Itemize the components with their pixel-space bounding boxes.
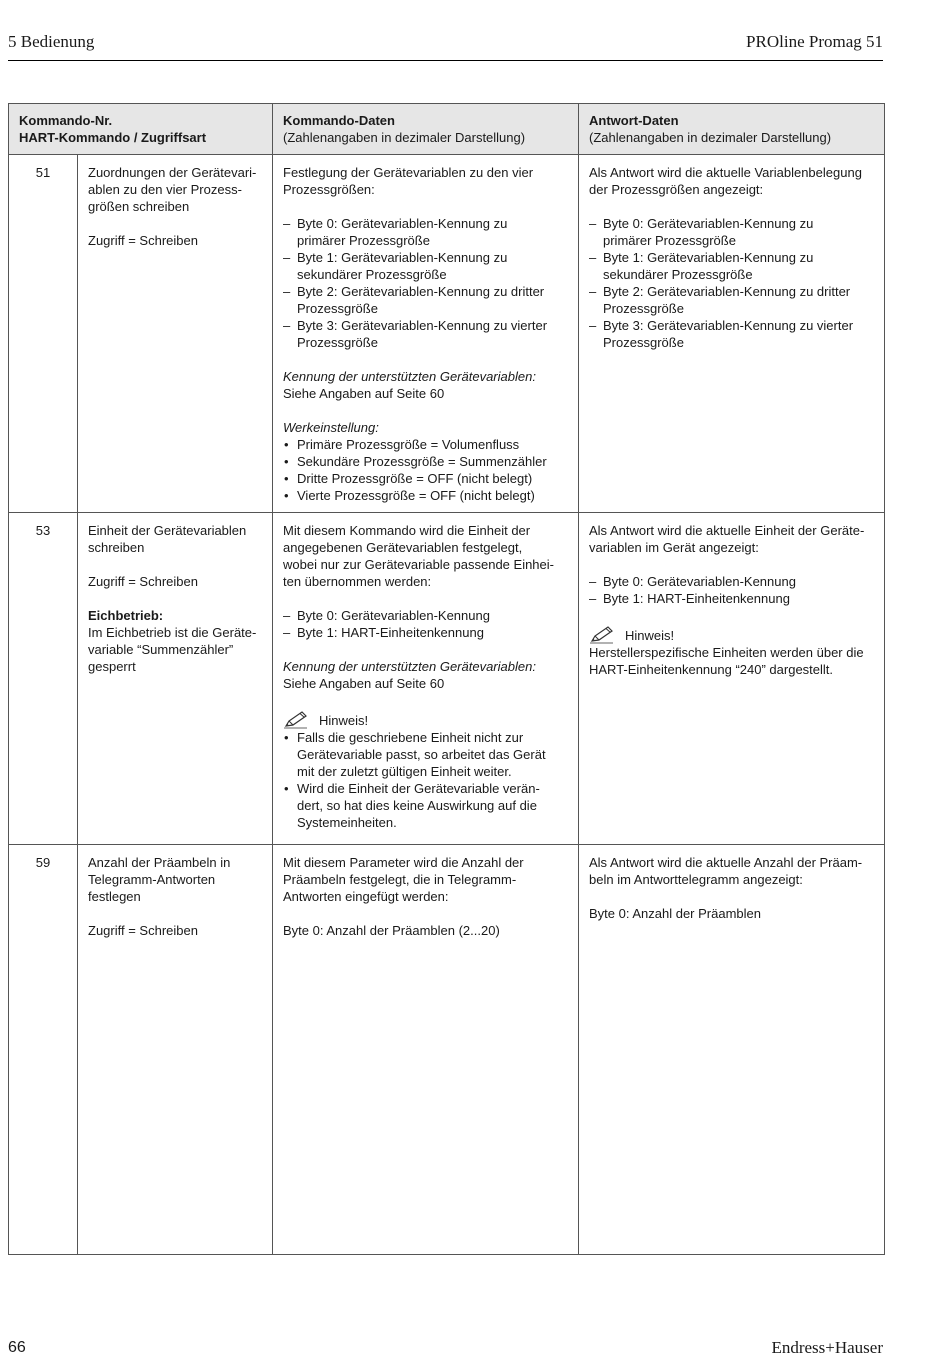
text-line: gesperrt [88,659,136,674]
table-row [9,155,885,513]
text-line: festlegen [88,889,141,904]
list-item: • Dritte Prozessgröße = OFF (nicht belegt) [283,470,568,487]
header-response-data [579,104,885,155]
text-line: Als Antwort wird die aktuelle Einheit der Geräte- [589,523,865,538]
text-line: ten übernommen werden: [283,574,432,589]
text-line: Byte 0: Anzahl der Präamblen [589,906,761,921]
access-mode: Zugriff = Schreiben [88,923,198,938]
hint-heading [283,711,568,729]
header-line: HART-Kommando / Zugriffsart [19,130,207,145]
list-item: • Falls die geschriebene Einheit nicht zur Gerätevariable passt, so arbeitet das Gerät mit der zuletzt gültigen Einheit weiter. [283,729,568,780]
header-rule [8,60,883,61]
text-line: variable “Summenzähler” [88,642,234,657]
command-number: 51 [9,155,78,513]
ident-label: Kennung der unterstützten Gerätevariablen: [283,369,536,384]
access-mode: Zugriff = Schreiben [88,574,198,589]
brand-logo: Endress+Hauser [771,1338,883,1357]
hint-label: Hinweis! [625,628,675,643]
section-title: 5 Bedienung [8,32,95,51]
header-line: Kommando-Daten [283,113,395,128]
list-item: – Byte 0: Gerätevariablen-Kennung zu primärer Prozessgröße [283,215,568,249]
header-line: (Zahlenangaben in dezimaler Darstellung) [589,130,832,145]
text-line: angegebenen Gerätevariablen festgelegt, [283,540,523,555]
factory-setting-label: Werkeinstellung: [283,420,379,435]
response-data [579,845,885,1255]
ident-label: Kennung der unterstützten Gerätevariablen: [283,659,536,674]
command-data [273,845,579,1255]
hart-command-table [8,103,885,1255]
list-item: • Wird die Einheit der Gerätevariable verän- dert, so hat dies keine Auswirkung auf die Systemeinheiten. [283,780,568,831]
text-line: Festlegung der Gerätevariablen zu den vier [283,165,534,180]
text-line: größen schreiben [88,199,190,214]
command-number: 59 [9,845,78,1255]
command-description [78,845,273,1255]
list-item: – Byte 0: Gerätevariablen-Kennung [283,607,568,624]
text-line: Als Antwort wird die aktuelle Anzahl der Präam- [589,855,863,870]
text-line: Byte 0: Anzahl der Präamblen (2...20) [283,923,500,938]
text-line: Mit diesem Kommando wird die Einheit der [283,523,531,538]
text-line: schreiben [88,540,145,555]
hint-label: Hinweis! [319,713,369,728]
text-line: Telegramm-Antworten [88,872,216,887]
text-line: der Prozessgrößen angezeigt: [589,182,764,197]
list-item: – Byte 2: Gerätevariablen-Kennung zu dritter Prozessgröße [283,283,568,317]
text-line: Im Eichbetrieb ist die Geräte- [88,625,257,640]
text-line: Als Antwort wird die aktuelle Variablenbelegung [589,165,862,180]
header-command-number [9,104,273,155]
ident-reference: Siehe Angaben auf Seite 60 [283,676,445,691]
text-line: beln im Antworttelegramm angezeigt: [589,872,803,887]
text-line: variablen im Gerät angezeigt: [589,540,759,555]
note-title: Eichbetrieb: [88,608,164,623]
text-line: Herstellerspezifische Einheiten werden über die [589,645,864,660]
response-data [579,513,885,845]
list-item: – Byte 3: Gerätevariablen-Kennung zu vierter Prozessgröße [589,317,874,351]
text-line: Prozessgrößen: [283,182,375,197]
pencil-note-icon [283,711,309,729]
text-line: Antworten eingefügt werden: [283,889,449,904]
table-row [9,513,885,845]
text-line: Zuordnungen der Gerätevari- [88,165,257,180]
command-description [78,155,273,513]
ident-reference: Siehe Angaben auf Seite 60 [283,386,445,401]
text-line: Anzahl der Präambeln in [88,855,231,870]
list-item: • Primäre Prozessgröße = Volumenfluss [283,436,568,453]
hint-heading [589,626,874,644]
header-line: (Zahlenangaben in dezimaler Darstellung) [283,130,526,145]
list-item: – Byte 3: Gerätevariablen-Kennung zu vierter Prozessgröße [283,317,568,351]
list-item: – Byte 1: Gerätevariablen-Kennung zu sekundärer Prozessgröße [589,249,874,283]
response-data [579,155,885,513]
header-command-data [273,104,579,155]
command-data [273,155,579,513]
text-line: Mit diesem Parameter wird die Anzahl der [283,855,524,870]
list-item: – Byte 1: HART-Einheitenkennung [589,590,874,607]
text-line: Präambeln festgelegt, die in Telegramm- [283,872,517,887]
text-line: ablen zu den vier Prozess- [88,182,242,197]
list-item: – Byte 1: Gerätevariablen-Kennung zu sekundärer Prozessgröße [283,249,568,283]
table-row [9,845,885,1255]
text-line: wobei nur zur Gerätevariable passende Einhei- [283,557,554,572]
list-item: – Byte 0: Gerätevariablen-Kennung zu primärer Prozessgröße [589,215,874,249]
text-line: HART-Einheitenkennung “240” dargestellt. [589,662,834,677]
product-title: PROline Promag 51 [746,32,883,51]
header-line: Kommando-Nr. [19,113,113,128]
table-header-row [9,104,885,155]
page-number: 66 [8,1339,26,1356]
command-data [273,513,579,845]
list-item: – Byte 0: Gerätevariablen-Kennung [589,573,874,590]
command-description [78,513,273,845]
list-item: • Vierte Prozessgröße = OFF (nicht belegt) [283,487,568,504]
command-number: 53 [9,513,78,845]
text-line: Einheit der Gerätevariablen [88,523,247,538]
access-mode: Zugriff = Schreiben [88,233,198,248]
list-item: – Byte 2: Gerätevariablen-Kennung zu dritter Prozessgröße [589,283,874,317]
list-item: – Byte 1: HART-Einheitenkennung [283,624,568,641]
pencil-note-icon [589,626,615,644]
header-line: Antwort-Daten [589,113,679,128]
list-item: • Sekundäre Prozessgröße = Summenzähler [283,453,568,470]
